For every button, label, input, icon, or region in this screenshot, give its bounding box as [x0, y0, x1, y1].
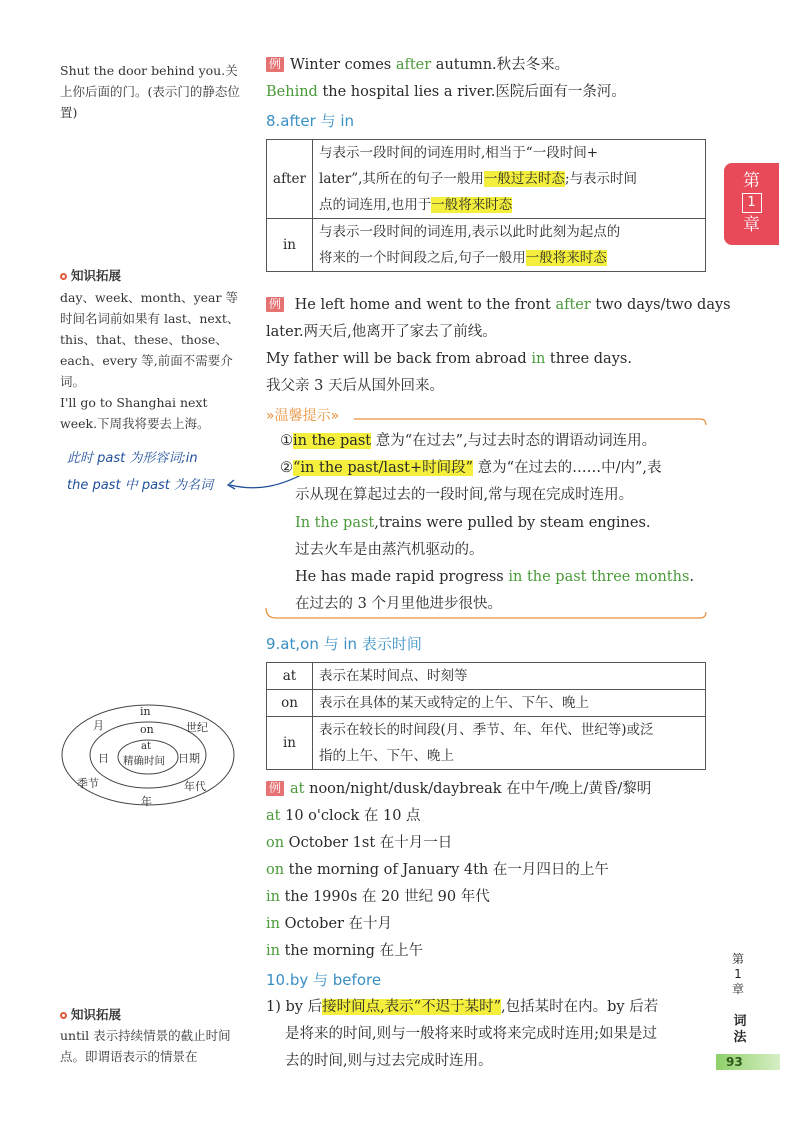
- table-cell-after: 与表示一段时间的词连用时,相当于“一段时间+ later”,其所在的句子一般用一般过去时态;与表示时间 点的词连用,也用于一般将来时态: [313, 140, 706, 219]
- example-line-in-october: in October 在十月: [266, 916, 393, 932]
- example-line-on-october: on October 1st 在十月一日: [266, 835, 453, 851]
- chapter-number-box: 1: [742, 193, 762, 213]
- bullet-icon: [60, 273, 67, 280]
- diagram-label-at: at: [141, 741, 151, 752]
- diagram-label-on: on: [140, 723, 154, 736]
- section-title-after-in: 8.after 与 in: [266, 112, 355, 130]
- diagram-label-day: 日: [98, 752, 109, 765]
- tip-example-progress: He has made rapid progress in the past three months.: [295, 569, 695, 585]
- double-arrow-icon: »: [266, 408, 275, 424]
- side-note-behind: Shut the door behind you.关上你后面的门。(表示门的静态位置): [60, 63, 240, 120]
- double-arrow-icon: »: [330, 408, 340, 424]
- example-line-front: 例 He left home and went to the front after two days/two days: [266, 295, 731, 315]
- handwritten-note-line1: 此时 past 为形容词;in: [67, 451, 198, 466]
- diagram-label-date: 日期: [178, 752, 200, 765]
- tip-title: »温馨提示»: [266, 408, 340, 424]
- example-tag: 例: [266, 57, 284, 72]
- table-key-after: after: [267, 140, 313, 219]
- chapter-tab: 第 1 章: [724, 163, 779, 245]
- bullet-icon: [60, 1012, 67, 1019]
- paragraph-by-1: 1) by 后接时间点,表示“不迟于某时”,包括某时在内。by 后若: [266, 999, 659, 1015]
- example-line-father-cn: 我父亲 3 天后从国外回来。: [266, 378, 444, 394]
- knowledge-extension-text-1: day、week、month、year 等时间名词前如果有 last、next、this、that、these、those、each、every 等,前面不需要介词。 I'll go to Shanghai next week.下周我将要去上海。: [60, 290, 240, 431]
- example-line-father: My father will be back from abroad in three days.: [266, 351, 632, 367]
- example-line-at-clock: at 10 o'clock 在 10 点: [266, 808, 421, 824]
- at-on-in-table: [266, 662, 706, 770]
- diagram-label-in: in: [140, 705, 151, 718]
- diagram-label-year: 年: [141, 795, 152, 808]
- diagram-label-season: 季节: [77, 777, 99, 790]
- page-number: 93: [716, 1054, 780, 1070]
- diagram-label-century: 世纪: [186, 721, 208, 734]
- table-key-on: on: [267, 690, 313, 717]
- example-line-later: later.两天后,他离开了家去了前线。: [266, 324, 497, 340]
- table-cell-in: 与表示一段时间的词连用,表示以此时此刻为起点的 将来的一个时间段之后,句子一般用一般将来时态: [313, 219, 706, 272]
- tip-example-steam-cn: 过去火车是由蒸汽机驱动的。: [295, 542, 484, 558]
- example-line-on-morning: on the morning of January 4th 在一月四日的上午: [266, 862, 609, 878]
- example-line-in-morning: in the morning 在上午: [266, 943, 424, 959]
- table-row: [267, 140, 706, 219]
- paragraph-by-3: 去的时间,则与过去完成时连用。: [285, 1053, 493, 1069]
- diagram-label-decade: 年代: [184, 780, 206, 793]
- table-key-at: at: [267, 663, 313, 690]
- footer-chapter-label: 第 1 章: [731, 952, 744, 996]
- tip-example-progress-cn: 在过去的 3 个月里他进步很快。: [295, 596, 502, 612]
- section-title-at-on-in: 9.at,on 与 in 表示时间: [266, 635, 422, 653]
- table-row: [267, 663, 706, 690]
- example-line-winter: 例 Winter comes after autumn.秋去冬来。: [266, 55, 569, 75]
- example-line-behind: Behind the hospital lies a river.医院后面有一条河。: [266, 84, 626, 100]
- table-cell-in: 表示在较长的时间段(月、季节、年、年代、世纪等)或泛 指的上午、下午、晚上: [313, 717, 706, 770]
- table-row: [267, 690, 706, 717]
- handwritten-note-line2: the past 中 past 为名词: [67, 478, 214, 493]
- tip-example-steam: In the past,trains were pulled by steam engines.: [295, 515, 651, 531]
- diagram-label-month: 月: [93, 719, 104, 732]
- table-cell-on: 表示在具体的某天或特定的上午、下午、晚上: [313, 690, 706, 717]
- section-title-by-before: 10.by 与 before: [266, 971, 382, 989]
- table-row: [267, 717, 706, 770]
- knowledge-extension-title-2: 知识拓展: [60, 1005, 121, 1023]
- paragraph-by-2: 是将来的时间,则与一般将来时或将来完成时连用;如果是过: [285, 1026, 657, 1042]
- example-line-at-noon: 例 at noon/night/dusk/daybreak 在中午/晚上/黄昏/黎明: [266, 779, 651, 799]
- tip-line-2: ②“in the past/last+时间段” 意为“在过去的……中/内”,表: [280, 460, 662, 476]
- table-key-in: in: [267, 717, 313, 770]
- table-cell-at: 表示在某时间点、时刻等: [313, 663, 706, 690]
- after-in-table: [266, 139, 706, 272]
- knowledge-extension-title-1: 知识拓展: [60, 266, 121, 284]
- tip-line-2b: 示从现在算起过去的一段时间,常与现在完成时连用。: [295, 487, 634, 503]
- example-tag: 例: [266, 781, 284, 796]
- tip-line-1: ①in the past 意为“在过去”,与过去时态的谓语动词连用。: [280, 433, 657, 449]
- footer-title: 词 法: [733, 1014, 747, 1045]
- diagram-label-precise-time: 精确时间: [123, 755, 165, 767]
- knowledge-extension-text-2: until 表示持续情景的截止时间点。即谓语表示的情景在: [60, 1028, 231, 1064]
- table-key-in: in: [267, 219, 313, 272]
- table-row: [267, 219, 706, 272]
- example-tag: 例: [266, 297, 284, 312]
- example-line-in-1990s: in the 1990s 在 20 世纪 90 年代: [266, 889, 490, 905]
